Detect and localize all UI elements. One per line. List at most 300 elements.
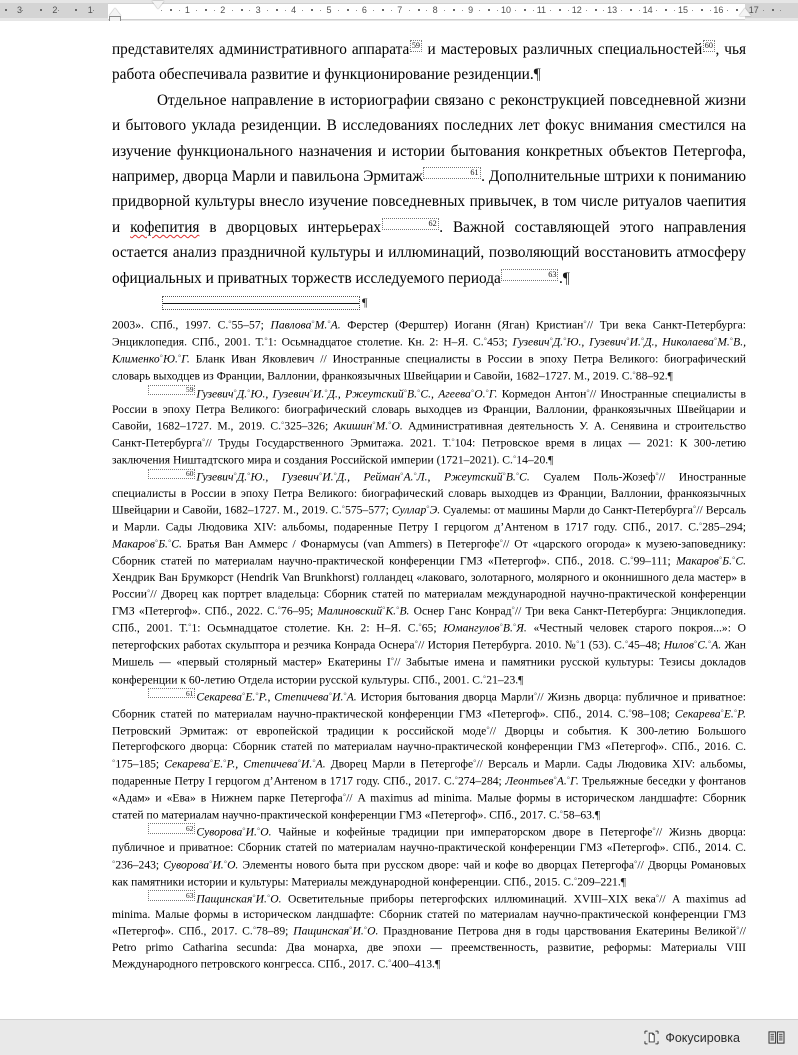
text-run: О. — [260, 825, 272, 839]
text-run: Нилов — [663, 639, 694, 653]
text-run: Ю., Гузевич — [250, 387, 310, 401]
text-run: Акишин — [333, 419, 373, 433]
ruler-dot — [710, 10, 711, 11]
ruler-dot — [267, 10, 268, 11]
text-run: // Забытые имена и памятники русской культуры: Тезисы докладов конференции к 60-летию Отдела истории русской культуры. СПб., 2001. С. — [112, 656, 747, 687]
text-run: 98–108; — [631, 707, 675, 721]
nonbreaking-space-mark: ° — [482, 673, 487, 683]
document-page[interactable] — [0, 21, 798, 1019]
text-run: А. — [556, 774, 567, 788]
text-run: Гузевич — [512, 335, 550, 349]
text-run: Макаров — [112, 537, 155, 551]
ruler-dot — [249, 10, 250, 11]
ruler-tick — [276, 9, 278, 11]
nonbreaking-space-mark: ° — [566, 774, 571, 784]
nonbreaking-space-mark: ° — [417, 387, 421, 397]
nonbreaking-space-mark: ° — [342, 791, 347, 801]
ruler-tick — [524, 9, 526, 11]
footnote-reference[interactable]: 62 — [382, 218, 439, 230]
nonbreaking-space-mark: ° — [328, 690, 333, 700]
text-run: К. — [385, 604, 397, 618]
nonbreaking-space-mark: ° — [586, 387, 590, 397]
text-run: // Три века Санкт-Петербурга: Энциклопедия. СПб., 2001. Т. — [112, 318, 746, 349]
text-run: Д. — [236, 471, 248, 485]
ruler-dot — [533, 10, 534, 11]
nonbreaking-space-mark: ° — [713, 336, 718, 346]
nonbreaking-space-mark: ° — [247, 471, 251, 481]
ruler-dot — [586, 10, 587, 11]
text-run: 285–294; — [702, 520, 746, 534]
ruler-unit-label: 5 — [326, 5, 332, 15]
nonbreaking-space-mark: ° — [390, 656, 395, 666]
nonbreaking-space-mark: ° — [264, 336, 268, 346]
text-run: Ю., Гузевич — [250, 471, 319, 485]
footnote-item[interactable] — [112, 385, 746, 469]
ruler-dot — [302, 10, 303, 11]
ruler-unit-label: 17 — [748, 5, 759, 15]
pilcrow-mark: ¶ — [533, 66, 541, 84]
text-run: 21–23. — [486, 673, 519, 687]
text-run: 88–92. — [635, 370, 668, 384]
nonbreaking-space-mark: ° — [729, 336, 734, 346]
text-run: 1: Осьмнадцатое столетие. Кн. 2: Н–Я. С. — [267, 335, 484, 349]
ruler-dot — [603, 10, 604, 11]
ruler-tick — [241, 9, 243, 11]
ruler-tick — [595, 9, 597, 11]
pilcrow-mark: ¶ — [434, 957, 441, 971]
text-run: Леонтьев — [505, 774, 554, 788]
nonbreaking-space-mark: ° — [502, 471, 506, 481]
text-run: А. — [330, 318, 341, 332]
ruler-unit-label: 2 — [52, 5, 58, 15]
nonbreaking-space-mark: ° — [281, 420, 285, 430]
nonbreaking-space-mark: ° — [223, 757, 227, 767]
nonbreaking-space-mark: ° — [630, 555, 634, 565]
ruler-dot — [285, 10, 286, 11]
text-run: 58–63. — [562, 808, 595, 822]
ruler-dot — [196, 10, 197, 11]
text-run: 575–577; — [345, 503, 392, 517]
nonbreaking-space-mark: ° — [634, 858, 638, 868]
text-run: 2003». СПб., 1997. С. — [112, 318, 229, 332]
ruler-dot — [656, 10, 657, 11]
nonbreaking-space-mark: ° — [312, 757, 316, 767]
text-run: 175–185; — [115, 757, 165, 771]
text-run: О. — [474, 387, 486, 401]
ruler-unit-label: 2 — [220, 5, 226, 15]
nonbreaking-space-mark: ° — [512, 454, 517, 464]
ruler-dot — [93, 10, 94, 11]
text-run: С. — [697, 639, 708, 653]
text-run: 209–221. — [577, 875, 621, 889]
text-run: Р., Степичева — [258, 690, 329, 704]
nonbreaking-space-mark: ° — [400, 471, 404, 481]
text-run: Жан Мишель — «первый столярный мастер» Екатерины I — [112, 639, 746, 670]
nonbreaking-space-mark: ° — [718, 555, 723, 565]
text-run: Д., Ржеутский — [327, 387, 404, 401]
nonbreaking-space-mark: ° — [632, 370, 636, 380]
ruler-dot — [444, 10, 445, 11]
nonbreaking-space-mark: ° — [233, 471, 237, 481]
footnote-reference[interactable]: 63 — [148, 890, 195, 900]
footnote-item[interactable] — [112, 468, 746, 687]
footnote-reference[interactable]: 62 — [148, 823, 195, 833]
text-run: С. — [519, 471, 530, 485]
nonbreaking-space-mark: ° — [692, 504, 697, 514]
nonbreaking-space-mark: ° — [413, 471, 417, 481]
nonbreaking-space-mark: ° — [209, 757, 214, 767]
text-run: Хендрик Ван Брумкорст (Hendrik Van Brunkhorst) голландец «лаковаго, золотарного, молярного и оконнишного дела мастер» в России — [112, 570, 746, 601]
text-run: // Иностранные специалисты в России в эпоху Петра Великого: биографический словарь выходцев из Франции, Валлонии, франкоязычных Швейцарии и Савойи, 1682–1727. М., 2019. С. — [112, 387, 747, 433]
nonbreaking-space-mark: ° — [698, 521, 703, 531]
nonbreaking-space-mark: ° — [266, 892, 271, 902]
ruler-dot — [763, 10, 764, 11]
ruler-tick — [701, 9, 703, 11]
nonbreaking-space-mark: ° — [233, 387, 237, 397]
nonbreaking-space-mark: ° — [382, 605, 386, 615]
text-run: Д., Рейман — [336, 471, 401, 485]
nonbreaking-space-mark: ° — [256, 826, 261, 836]
text-run: Ферстер (Ферштер) Иоганн (Яган) Кристиан — [340, 318, 584, 332]
ruler-unit-label: 16 — [713, 5, 724, 15]
ruler-unit-label: 8 — [432, 5, 438, 15]
text-run: // Версаль и Марли. Сады Людовика XIV: альбомы, подаренные Петру I герцогом д’Антеном в 1717 году. СПб., 2017. С. — [112, 757, 746, 788]
nonbreaking-space-mark: ° — [736, 925, 740, 935]
nonbreaking-space-mark: ° — [241, 690, 246, 700]
text-run: Секарева — [196, 690, 242, 704]
nonbreaking-space-mark: ° — [327, 319, 331, 328]
ruler-tick — [205, 9, 207, 11]
text-run: Гузевич — [196, 387, 234, 401]
text-run: Павлова — [270, 318, 312, 332]
text-run: Малиновский — [317, 604, 383, 618]
ruler-dot — [338, 10, 339, 11]
text-run: // Труды Государственного Эрмитажа. 2021. Т. — [205, 436, 452, 450]
nonbreaking-space-mark: ° — [388, 420, 392, 430]
ruler-tick — [170, 9, 172, 11]
nonbreaking-space-mark: ° — [311, 319, 315, 328]
text-run: С. — [171, 537, 182, 551]
ruler-dot — [409, 10, 410, 11]
text-run: Секарева — [674, 707, 721, 721]
footnote-reference[interactable]: 59 — [410, 40, 422, 52]
text-run: Д. — [552, 335, 564, 349]
horizontal-ruler[interactable] — [0, 0, 798, 21]
first-line-indent-marker[interactable] — [152, 1, 164, 9]
text-run: С., Агеева — [420, 387, 471, 401]
text-run: // Три века Санкт-Петербурга: Энциклопедия. СПб., 2001. Т. — [112, 604, 746, 635]
nonbreaking-space-mark: ° — [485, 387, 489, 397]
nonbreaking-space-mark: ° — [720, 707, 724, 717]
nonbreaking-space-mark: ° — [418, 622, 422, 632]
footnote-item[interactable] — [112, 688, 746, 823]
ruler-unit-label: 6 — [361, 5, 367, 15]
nonbreaking-space-mark: ° — [372, 420, 376, 430]
nonbreaking-space-mark: ° — [628, 707, 632, 717]
text-run: С. — [735, 555, 746, 569]
body-paragraph[interactable]: представителях административного аппарата 59 и мастеровых различных специальностей 60 , чья работа обеспечивала развитие и функционирование резиденции.¶ — [112, 40, 746, 84]
nonbreaking-space-mark: ° — [454, 774, 458, 784]
ruler-unit-label: 10 — [500, 5, 512, 15]
hanging-indent-marker[interactable] — [109, 8, 121, 16]
footnote-reference[interactable]: 59 — [148, 385, 195, 395]
nonbreaking-space-mark: ° — [228, 319, 232, 328]
text-run: А. — [346, 690, 357, 704]
nonbreaking-space-mark: ° — [146, 587, 151, 597]
text-run: В. — [505, 471, 516, 485]
ruler-dot — [780, 10, 781, 11]
ruler-dot — [550, 10, 551, 11]
nonbreaking-space-mark: ° — [201, 437, 206, 447]
focus-icon — [644, 1030, 659, 1045]
text-run: 78–89; — [256, 925, 294, 939]
text-run: 99–111; — [633, 555, 677, 569]
ruler-unit-label: 3 — [255, 5, 261, 15]
text-run: Б. — [722, 555, 733, 569]
text-run: М. — [717, 335, 730, 349]
ruler-dot — [22, 10, 23, 11]
ruler-dot — [58, 10, 59, 11]
ruler-dot — [161, 10, 162, 11]
focus-mode-label: Фокусировка — [665, 1030, 740, 1045]
text-run: 400–413. — [391, 957, 435, 971]
text-run: А. — [315, 757, 326, 771]
text-run: Кормедон Антон — [497, 387, 587, 401]
pilcrow-mark: ¶ — [562, 269, 570, 287]
nonbreaking-space-mark: ° — [363, 925, 368, 935]
body-paragraph[interactable]: Отдельное направление в историографии связано с реконструкцией повседневной жизни и бытового уклада резиденции. В исследованиях последних лет фокус внимания сместился на изучение функционального назначения и истории бытования конкретных объектов Петергофа, например, дворца Марли и павильона Эрмитаж 61 . Дополнительные штрихи к пониманию придворной культуры внесло изучение повседневных привычек, в том числе ритуалов чаепития и кофепития в дворцовых интерьерах 62 . Важной составляющей этого направления остается анализ праздничной культуры и иллюминаций, позволяющий восстановить атмосферу официальных и приватных торжеств исследуемого периода 63 .¶ — [112, 91, 747, 287]
nonbreaking-space-mark: ° — [483, 336, 487, 346]
text-run: // Petro primo Catharina secunda: Два монарха, две эпохи — преемственность, развитие, реформы: Материалы VIII Международного петровского конгресса. СПб., 2017. С. — [112, 925, 747, 971]
ruler-dot — [356, 10, 357, 11]
text-run: Е. — [245, 690, 256, 704]
ruler-dot — [674, 10, 675, 11]
text-run: В. — [407, 387, 418, 401]
text-run: О. — [367, 925, 379, 939]
document-body-text[interactable] — [112, 37, 746, 291]
nonbreaking-space-mark: ° — [515, 471, 520, 481]
ruler-dot — [515, 10, 516, 11]
nonbreaking-space-mark: ° — [223, 858, 228, 868]
ruler-tick — [488, 9, 490, 11]
ruler-dot — [568, 10, 569, 11]
text-run: Элементы нового быта при русском дворе: чай и кофе во дворцах Петергофа — [238, 858, 635, 872]
nonbreaking-space-mark: ° — [343, 690, 347, 700]
text-run: И. — [255, 892, 267, 906]
nonbreaking-space-mark: ° — [426, 504, 430, 514]
text-run: История бытования дворца Марли — [356, 690, 534, 704]
nonbreaking-space-mark: ° — [533, 690, 538, 700]
nonbreaking-space-mark: ° — [693, 639, 698, 649]
footnote-reference[interactable]: 61 — [423, 167, 480, 179]
footnote-item[interactable] — [112, 316, 746, 385]
text-run: // A maximus ad minima. Малые формы в историческом ландшафте: Сборник статей по материалам научно-практической конференции ГМЗ «Петергоф». СПб., 2017. С. — [112, 791, 747, 822]
ruler-tick — [311, 9, 313, 11]
text-run: // Версаль и Марли. Сады Людовика XIV: альбомы, подаренные Петру I герцогом д’Антеном в 1717 году. СПб., 2017. С. — [112, 503, 747, 534]
nonbreaking-space-mark: ° — [188, 622, 192, 632]
right-indent-marker[interactable] — [739, 8, 751, 16]
text-run: // Дворец как портрет владельца: Сборник статей по материалам международной научно-практической конференции ГМЗ «Петергоф». СПб., 2022. С. — [112, 587, 746, 618]
pilcrow-mark: ¶ — [548, 454, 554, 467]
reading-view-button[interactable] — [763, 1027, 790, 1048]
nonbreaking-space-mark: ° — [396, 605, 400, 615]
nonbreaking-space-mark: ° — [512, 622, 517, 632]
text-run: 14–20. — [516, 454, 549, 467]
text-run: А. — [403, 471, 414, 485]
ruler-tick — [736, 9, 738, 11]
pilcrow-mark: ¶ — [667, 370, 673, 384]
text-run: 453; — [486, 335, 513, 349]
text-run: // Жизнь дворца: публичное и приватное: Сборник статей по материалам научно-практической конференции ГМЗ «Петергоф». СПб., 2014. С. — [112, 690, 747, 721]
ruler-dot — [639, 10, 640, 11]
text-run: И. — [212, 858, 224, 872]
footnote-reference[interactable]: 63 — [501, 269, 558, 281]
nonbreaking-space-mark: ° — [549, 336, 553, 346]
text-run: Л., Ржеутский — [416, 471, 503, 485]
status-bar[interactable] — [0, 1019, 798, 1055]
footnote-reference[interactable]: 60 — [148, 469, 195, 479]
footnote-separator-line — [163, 303, 359, 304]
nonbreaking-space-mark: ° — [499, 538, 503, 548]
ruler-tick — [418, 9, 420, 11]
text-run: // Жизнь дворца: публичное и приватное: Сборник статей по материалам научно-практической конференции ГМЗ «Петергоф». СПб., 2014. С. — [112, 825, 746, 855]
text-run: // От «царского огорода» к музею-заповеднику: Сборник статей по материалам научно-практической конференции ГМЗ «Петергоф». СПб., 2018. С. — [112, 537, 746, 569]
text-run: И. — [352, 925, 364, 939]
text-run: Д., Николаева — [644, 335, 714, 349]
nonbreaking-space-mark: ° — [112, 858, 116, 868]
nonbreaking-space-mark: ° — [309, 387, 314, 397]
text-run: И. — [313, 387, 325, 401]
nonbreaking-space-mark: ° — [732, 555, 736, 565]
text-run: И. — [245, 825, 257, 839]
ruler-tick — [630, 9, 632, 11]
text-run: Суалемы: от машины Марли до Санкт-Петербурга — [440, 503, 693, 517]
nonbreaking-space-mark: ° — [707, 639, 712, 649]
nonbreaking-space-mark: ° — [159, 353, 163, 363]
text-run: Макаров — [676, 555, 719, 569]
ruler-dot — [727, 10, 728, 11]
nonbreaking-space-mark: ° — [652, 826, 656, 836]
nonbreaking-space-mark: ° — [576, 639, 580, 649]
ruler-tick — [382, 9, 384, 11]
text-run: Административная деятельность У. А. Сенявина и строительство Санкт-Петербурга — [112, 419, 746, 450]
text-run: Г. — [570, 774, 579, 788]
ruler-unit-label: 3 — [16, 5, 23, 15]
ruler-tick — [5, 9, 7, 11]
footnote-reference[interactable]: 61 — [148, 688, 195, 698]
ruler-dot — [462, 10, 463, 11]
nonbreaking-space-mark: ° — [247, 387, 251, 397]
footnote-list[interactable] — [112, 316, 746, 972]
nonbreaking-space-mark: ° — [473, 757, 477, 767]
text-run: 1 (53). С. — [579, 639, 625, 653]
footnote-separator — [112, 294, 746, 316]
text-run: Петровский Эрмитаж: от европейской традиции к российской моде — [112, 724, 487, 738]
ruler-unit-label: 1 — [184, 5, 190, 15]
ruler-unit-label: 9 — [468, 5, 474, 15]
text-run: А. — [711, 639, 722, 653]
ruler-unit-label: 15 — [677, 5, 689, 15]
nonbreaking-space-mark: ° — [733, 707, 738, 717]
nonbreaking-space-mark: ° — [640, 336, 645, 346]
nonbreaking-space-mark: ° — [559, 808, 563, 818]
text-run: Р., Степичева — [226, 757, 298, 771]
text-run: М. — [375, 419, 389, 433]
text-run: О. — [227, 858, 239, 872]
ruler-dot — [179, 10, 180, 11]
ruler-dot — [692, 10, 693, 11]
text-run: Суворова — [196, 825, 243, 839]
text-run: Суалем Поль-Жозеф — [529, 471, 656, 485]
text-run: И. — [332, 690, 344, 704]
nonbreaking-space-mark: ° — [324, 387, 328, 397]
ruler-dot — [426, 10, 427, 11]
text-run: // Дворцы и события. К 300-летию Большого Петергофского дворца: Сборник статей по материалам научно-практической конференции ГМЗ «Петергоф». СПб., 2016. С. — [112, 724, 746, 754]
text-run: Гузевич — [196, 471, 234, 485]
text-run: Пащинская — [293, 925, 350, 939]
nonbreaking-space-mark: ° — [167, 538, 172, 548]
ruler-unit-label: 11 — [536, 5, 547, 15]
nonbreaking-space-mark: ° — [154, 538, 159, 548]
misspelled-word[interactable]: кофепития — [130, 218, 200, 236]
text-run: «Честный человек старого покроя...»: О петергофских работах скульптора и резчика Конрада Оснера — [112, 621, 747, 653]
ruler-dot — [621, 10, 622, 11]
nonbreaking-space-mark: ° — [583, 319, 587, 328]
nonbreaking-space-mark: ° — [333, 471, 337, 481]
footnote-reference[interactable]: 60 — [703, 40, 715, 52]
text-run: // Иностранные специалисты в России в эпоху Петра Великого: биографический словарь выходцев из Франции, Валлонии, франкоязычных Швейцарии и Савойи, 1682–1727. М., 2019. С. — [112, 471, 746, 517]
ruler-unit-label: 14 — [642, 5, 653, 15]
ruler-dot — [320, 10, 321, 11]
text-run: Бланк Иван Яковлевич // Иностранные специалисты в России в эпоху Петра Великого: биографический словарь выходцев из Франции, Валлонии, франкоязычных Швейцарии и Савойи, 1682–1727. М., 2019. С. — [112, 352, 746, 384]
pilcrow-mark: ¶ — [594, 808, 601, 822]
text-run: Р. — [737, 707, 746, 721]
text-run: 236–243; — [115, 858, 164, 872]
footnote-item[interactable] — [112, 890, 746, 972]
ruler-tick — [75, 9, 77, 11]
nonbreaking-space-mark: ° — [624, 639, 629, 649]
text-run: В. — [399, 604, 410, 618]
text-run: Е. — [723, 707, 734, 721]
nonbreaking-space-mark: ° — [255, 690, 259, 700]
text-run: Чайные и кофейные традиции при императорском дворе в Петергофе — [271, 825, 653, 839]
nonbreaking-space-mark: ° — [297, 757, 302, 767]
text-run: Г. — [181, 352, 190, 366]
text-run: Секарева — [164, 757, 210, 771]
text-run: Пащинская — [196, 892, 253, 906]
text-run: Е. — [213, 757, 224, 771]
ruler-dot — [479, 10, 480, 11]
text-run: Ю. — [162, 352, 178, 366]
nonbreaking-space-mark: ° — [252, 892, 256, 902]
left-indent-marker[interactable] — [109, 16, 121, 21]
text-run: И. — [322, 471, 334, 485]
text-run: Суворова — [163, 858, 210, 872]
footnote-area[interactable] — [112, 294, 746, 972]
ruler-unit-label: 7 — [397, 5, 403, 15]
nonbreaking-space-mark: ° — [252, 925, 257, 935]
focus-mode-button[interactable] — [639, 1027, 745, 1048]
nonbreaking-space-mark: ° — [553, 774, 557, 784]
nonbreaking-space-mark: ° — [655, 892, 660, 902]
footnote-item[interactable] — [112, 823, 746, 890]
text-run: Трельяжные беседки у фонтанов «Адам» и «Ева» в Нижнем парке Петергофа — [112, 774, 746, 805]
ruler-unit-label: 12 — [571, 5, 582, 15]
ruler-tick — [559, 9, 561, 11]
ruler-unit-label: 4 — [291, 5, 297, 15]
text-run: Я. — [516, 621, 527, 635]
text-run: Б. — [158, 537, 168, 551]
